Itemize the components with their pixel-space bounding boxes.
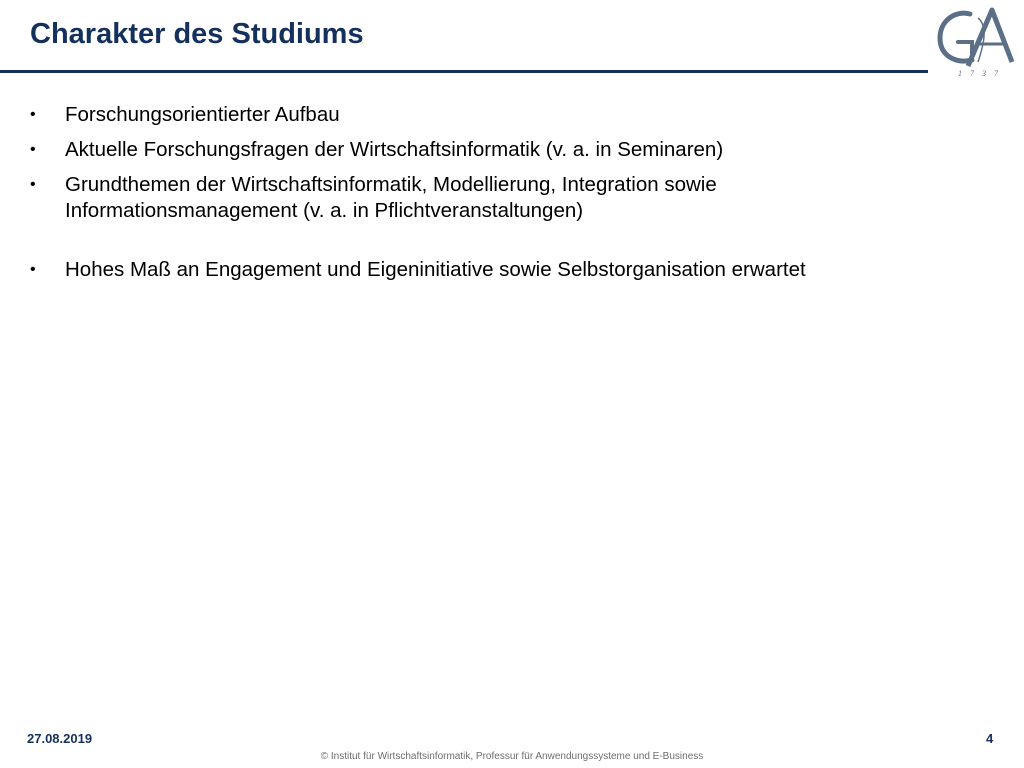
bullet-marker: • — [30, 176, 36, 193]
bullet-text: Hohes Maß an Engagement und Eigeninitiative sowie Selbstorganisation erwartet — [65, 258, 806, 281]
logo-year-digit: 1 — [958, 69, 962, 78]
bullet-item — [30, 102, 930, 128]
bullet-item — [30, 257, 930, 283]
footer-copyright: © Institut für Wirtschaftsinformatik, Professur für Anwendungssysteme und E-Business — [320, 751, 704, 762]
logo-letter-a — [968, 10, 1012, 66]
logo-graphic — [932, 4, 1018, 80]
logo-year-digit: 3 — [982, 69, 986, 78]
bullet-marker: • — [30, 141, 36, 158]
bullet-list — [30, 102, 930, 292]
title-divider — [0, 70, 928, 73]
bullet-text: Forschungsorientierter Aufbau — [65, 103, 340, 126]
bullet-item — [30, 172, 930, 224]
bullet-marker: • — [30, 106, 36, 123]
bullet-text: Grundthemen der Wirtschaftsinformatik, Modellierung, Integration sowie Informationsmanagement (v. a. in Pflichtveranstaltungen) — [65, 173, 717, 222]
slide-title: Charakter des Studiums — [30, 18, 364, 50]
logo-year-digit: 7 — [994, 69, 998, 78]
university-monogram-logo-icon — [932, 4, 1018, 80]
bullet-item — [30, 137, 930, 163]
logo-letter-g-arc — [940, 13, 972, 61]
logo-year-digit: 7 — [970, 69, 974, 78]
bullet-text: Aktuelle Forschungsfragen der Wirtschaftsinformatik (v. a. in Seminaren) — [65, 138, 724, 161]
bullet-marker: • — [30, 261, 36, 278]
page-number: 4 — [986, 731, 994, 746]
footer-date: 27.08.2019 — [27, 731, 93, 746]
